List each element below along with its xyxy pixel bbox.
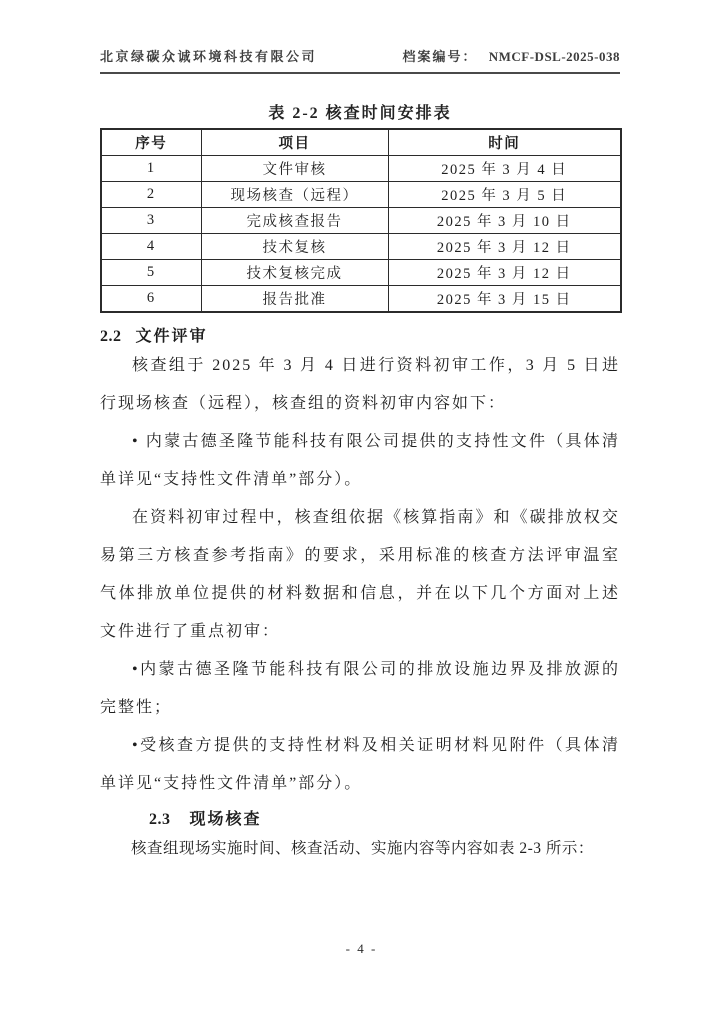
section-heading-2-2	[100, 323, 620, 346]
company-name: 北京绿碳众诚环境科技有限公司	[100, 49, 318, 64]
section-number: 2.3	[149, 811, 171, 828]
column-header-item: 项目	[201, 129, 388, 156]
table-cell: 技术复核	[201, 234, 388, 260]
section-2-2-body	[100, 347, 620, 803]
table-cell: 3	[101, 208, 201, 234]
page-footer	[0, 941, 723, 957]
table-cell: 1	[101, 156, 201, 182]
table-row	[101, 156, 621, 182]
bullet-paragraph: •受核查方提供的支持性材料及相关证明材料见附件（具体清单详见“支持性文件清单”部分）。	[100, 737, 620, 792]
paragraph: 核查组现场实施时间、核查活动、实施内容等内容如表 2-3 所示：	[131, 840, 594, 857]
schedule-table-body	[101, 156, 621, 313]
table-row	[101, 260, 621, 286]
column-header-index: 序号	[101, 129, 201, 156]
column-header-time: 时间	[388, 129, 621, 156]
table-cell: 报告批准	[201, 286, 388, 313]
section-title: 现场核查	[189, 811, 262, 828]
table-cell: 2025 年 3 月 12 日	[388, 234, 621, 260]
archive-number-value: NMCF-DSL-2025-038	[488, 49, 620, 64]
page-header	[100, 0, 620, 74]
section-2-3-body	[100, 830, 620, 868]
bullet-paragraph: • 内蒙古德圣隆节能科技有限公司提供的支持性文件（具体清单详见“支持性文件清单”部分）。	[100, 433, 620, 488]
table-cell: 2025 年 3 月 12 日	[388, 260, 621, 286]
bullet-paragraph: •内蒙古德圣隆节能科技有限公司的排放设施边界及排放源的完整性；	[100, 661, 620, 716]
table-cell: 4	[101, 234, 201, 260]
archive-number-label: 档案编号：	[402, 49, 478, 64]
table-caption: 表 2-2 核查时间安排表	[268, 105, 452, 122]
page-number: - 4 -	[345, 941, 378, 956]
table-row	[101, 182, 621, 208]
table-header-row	[101, 129, 621, 156]
table-cell: 完成核查报告	[201, 208, 388, 234]
archive-number-group	[402, 46, 620, 65]
table-row	[101, 234, 621, 260]
table-cell: 技术复核完成	[201, 260, 388, 286]
table-cell: 文件审核	[201, 156, 388, 182]
table-cell: 2025 年 3 月 15 日	[388, 286, 621, 313]
section-heading-2-3	[100, 806, 620, 829]
paragraph: 核查组于 2025 年 3 月 4 日进行资料初审工作，3 月 5 日进行现场核查（远程），核查组的资料初审内容如下：	[100, 357, 620, 412]
paragraph: 在资料初审过程中，核查组依据《核算指南》和《碳排放权交易第三方核查参考指南》的要求，采用标准的核查方法评审温室气体排放单位提供的材料数据和信息，并在以下几个方面对上述文件进行了重点初审：	[100, 509, 620, 640]
schedule-table	[100, 128, 622, 313]
table-row	[101, 208, 621, 234]
table-cell: 2025 年 3 月 10 日	[388, 208, 621, 234]
section-title: 文件评审	[135, 328, 208, 345]
table-cell: 2025 年 3 月 4 日	[388, 156, 621, 182]
table-cell: 2025 年 3 月 5 日	[388, 182, 621, 208]
table-cell: 现场核查（远程）	[201, 182, 388, 208]
section-number: 2.2	[100, 328, 122, 345]
table-cell: 5	[101, 260, 201, 286]
table-row	[101, 286, 621, 313]
table-cell: 2	[101, 182, 201, 208]
schedule-table-head	[101, 129, 621, 156]
table-cell: 6	[101, 286, 201, 313]
